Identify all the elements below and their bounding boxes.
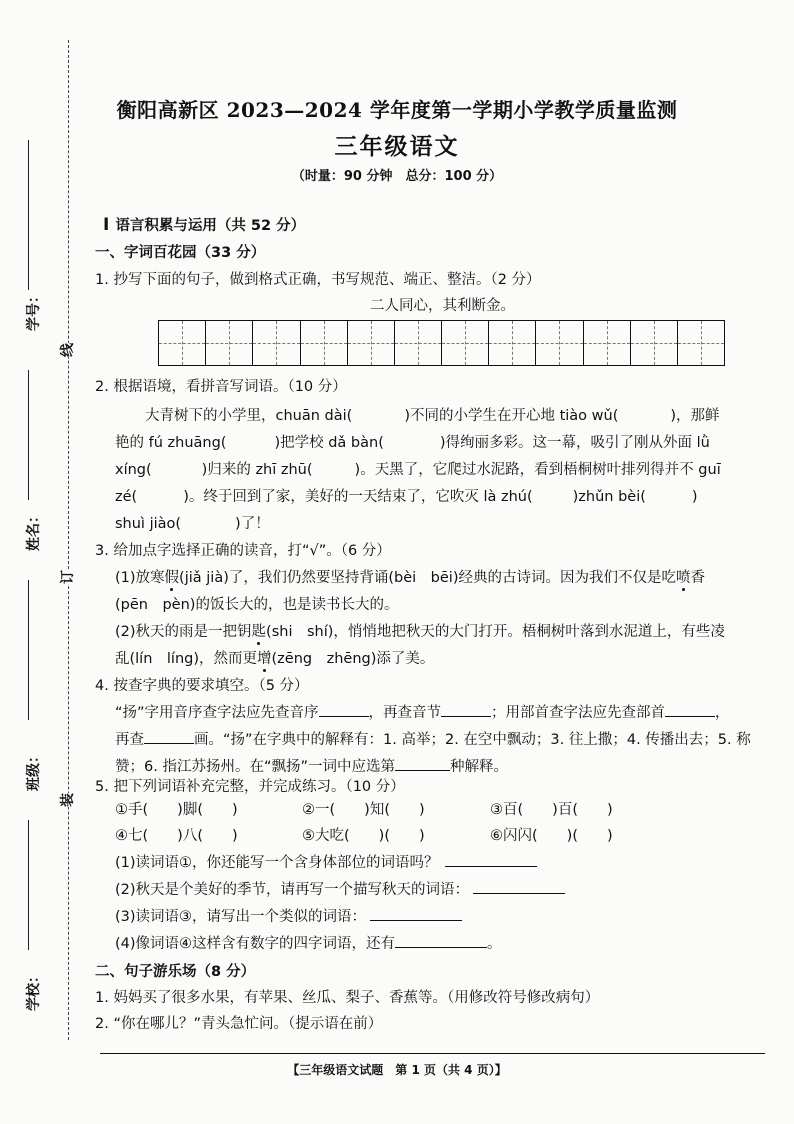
q4-blank-yinjie[interactable]	[441, 716, 491, 717]
school-line	[28, 820, 29, 950]
q2-prompt: 2. 根据语境，看拼音写词语。（10 分）	[95, 379, 347, 395]
q5-sub1-blank[interactable]	[445, 866, 537, 867]
q4-line-2	[115, 728, 751, 749]
class-line	[28, 580, 29, 720]
q4-blank-bushou[interactable]	[665, 716, 715, 717]
part1-title-text: 语言积累与运用（共 52 分）	[115, 218, 306, 234]
page-footer: 【三年级语文试题 第 1 页（共 4 页）】	[287, 1063, 507, 1077]
q5-word-3[interactable]: ③百( )百( )	[490, 802, 613, 818]
q5-word-2[interactable]: ②一( )知( )	[302, 802, 425, 818]
q2-text: shuì jiào(	[115, 516, 182, 532]
dotted-char: 假	[164, 570, 180, 586]
q2-text: )，那鲜	[670, 408, 720, 424]
q5-sub-1	[115, 851, 537, 872]
q2-line-4	[115, 485, 698, 506]
grid-cell[interactable]	[678, 321, 724, 365]
q5-sub4-blank[interactable]	[395, 947, 487, 948]
student-no-line	[28, 140, 29, 290]
q2-text: )归来的 zhī zhū(	[201, 462, 313, 478]
q3-line-3	[115, 620, 725, 641]
q5-sub-4	[115, 932, 502, 953]
q1-prompt: 1. 抄写下面的句子，做到格式正确，书写规范、端正、整洁。（2 分）	[95, 272, 541, 288]
q2-line-2	[115, 431, 710, 452]
part1-numeral: Ⅰ	[103, 215, 110, 235]
q4-line-1	[115, 701, 730, 722]
q2-text: )。天黑了，它爬过水泥路，看到梧桐树叶排列得并不 guī	[354, 462, 721, 478]
q5-sub-text: 。	[487, 936, 502, 952]
q2-line-5	[115, 512, 270, 533]
q5-sub-2	[115, 878, 565, 899]
q3-text: (1)放寒	[115, 570, 165, 586]
seal-word: 装	[55, 793, 79, 807]
q2-text: )得绚丽多彩。这一幕，吸引了刚从外面 lǜ	[439, 435, 710, 451]
q3-text: (2)秋天的雨是一把钥	[115, 624, 252, 640]
footer-rule	[100, 1053, 765, 1054]
student-no-label: 学号：	[26, 289, 42, 331]
dotted-char: 匙	[251, 624, 267, 640]
part1-title	[103, 214, 305, 235]
dotted-char: 增	[257, 651, 272, 667]
line-word: 线	[55, 343, 79, 357]
section2-q1: 1. 妈妈买了很多水果，有苹果、丝瓜、梨子、香蕉等。（用修改符号修改病句）	[95, 990, 600, 1006]
exam-meta: （时量：90 分钟 总分：100 分）	[291, 169, 503, 184]
q4-blank-hua[interactable]	[144, 743, 194, 744]
q4-text: 画。“扬”在字典中的解释有：1. 高举；2. 在空中飘动；3. 往上撒；4. 传播出去；5. 称	[194, 732, 751, 748]
q5-sub-text: (3)读词语③，请写出一个类似的词语：	[115, 909, 367, 925]
bind-word: 订	[55, 570, 79, 584]
q3-line-2: (pēn pèn)的饭长大的，也是读书长大的。	[115, 597, 399, 613]
q2-text: zé(	[115, 489, 138, 505]
subject-title: 三年级语文	[334, 134, 460, 160]
q5-word-5[interactable]: ⑤大吃( )( )	[302, 828, 425, 844]
q3-prompt: 3. 给加点字选择正确的读音，打“√”。（6 分）	[95, 543, 391, 559]
grid-cell[interactable]	[489, 321, 536, 365]
q1-sentence: 二人同心，其利断金。	[370, 298, 515, 314]
q2-text: 大青树下的小学里，chuān dài(	[145, 408, 353, 424]
school-label: 学校：	[26, 969, 42, 1011]
name-label: 姓名：	[26, 509, 42, 551]
name-line	[28, 370, 29, 500]
q5-sub-3	[115, 905, 462, 926]
q4-text: 再查	[115, 732, 144, 748]
q4-prompt: 4. 按查字典的要求填空。（5 分）	[95, 678, 309, 694]
q5-sub-text: (4)像词语④这样含有数字的四字词语，还有	[115, 936, 396, 952]
q4-text: ，再查音节	[368, 705, 442, 721]
q4-line-3	[115, 755, 508, 776]
q3-text: 香	[690, 570, 705, 586]
q3-line-1	[115, 566, 705, 587]
q5-sub-text: (1)读词语①，你还能写一个含身体部位的词语吗？	[115, 855, 439, 871]
q3-text: (jiǎ jià)了，我们仍然要坚持背诵(bèi bēi)经典的古诗词。因为我们不仅是吃	[179, 570, 676, 586]
q2-text: xíng(	[115, 462, 152, 478]
q4-text: “扬”字用音序查字法应先查音序	[115, 705, 319, 721]
q5-sub2-blank[interactable]	[473, 893, 565, 894]
q3-text: 乱(lín líng)，然而更	[115, 651, 258, 667]
q2-line-3	[115, 458, 721, 479]
section2-title: 二、句子游乐场（8 分）	[95, 964, 256, 980]
q5-word-1[interactable]: ①手( )脚( )	[115, 802, 238, 818]
q2-line-1	[145, 404, 720, 425]
q5-prompt: 5. 把下列词语补充完整，并完成练习。（10 分）	[95, 779, 405, 795]
grid-cell[interactable]	[631, 321, 678, 365]
q4-blank-yinxu[interactable]	[319, 716, 369, 717]
q2-text: )把学校 dǎ bàn(	[274, 435, 384, 451]
q3-text: (shi shí)，悄悄地把秋天的大门打开。梧桐树叶落到水泥道上，有些凌	[266, 624, 725, 640]
q2-text: )zhǔn bèi(	[572, 489, 646, 505]
grid-cell[interactable]	[395, 321, 442, 365]
grid-cell[interactable]	[348, 321, 395, 365]
q3-text: (zēng zhēng)添了美。	[271, 651, 435, 667]
q4-text: 赞；6. 指江苏扬州。在“飘扬”一词中应选第	[115, 759, 395, 775]
q5-word-4[interactable]: ④七( )八( )	[115, 828, 238, 844]
q4-text: 种解释。	[449, 759, 508, 775]
q2-text: )了！	[235, 516, 270, 532]
q4-text: ，	[715, 705, 730, 721]
dotted-char: 喷	[675, 570, 691, 586]
grid-cell[interactable]	[206, 321, 253, 365]
writing-grid[interactable]	[158, 320, 725, 366]
grid-cell[interactable]	[536, 321, 583, 365]
binding-dash-line	[68, 40, 69, 1040]
q4-blank-jieshi[interactable]	[395, 770, 450, 771]
grid-cell[interactable]	[301, 321, 348, 365]
class-label: 班级：	[26, 749, 42, 791]
section1-title: 一、字词百花园（33 分）	[95, 245, 266, 261]
exam-title: 衡阳高新区 2023—2024 学年度第一学期小学教学质量监测	[116, 98, 678, 122]
section2-q2: 2. “你在哪儿？”青头急忙问。（提示语在前）	[95, 1016, 383, 1032]
q5-sub3-blank[interactable]	[370, 920, 462, 921]
q5-word-6[interactable]: ⑥闪闪( )( )	[490, 828, 613, 844]
grid-cell[interactable]	[442, 321, 489, 365]
q2-text: )不同的小学生在开心地 tiào wǔ(	[404, 408, 619, 424]
q4-text: ；用部首查字法应先查部首	[491, 705, 666, 721]
q2-text: 艳的 fú zhuāng(	[115, 435, 227, 451]
q5-sub-text: (2)秋天是个美好的季节，请再写一个描写秋天的词语：	[115, 882, 470, 898]
grid-cell[interactable]	[253, 321, 300, 365]
q3-line-4	[115, 647, 434, 668]
q2-text: )。终于回到了家，美好的一天结束了，它吹灭 là zhú(	[183, 489, 533, 505]
q2-text: )	[691, 489, 698, 505]
grid-cell[interactable]	[159, 321, 206, 365]
grid-cell[interactable]	[584, 321, 631, 365]
